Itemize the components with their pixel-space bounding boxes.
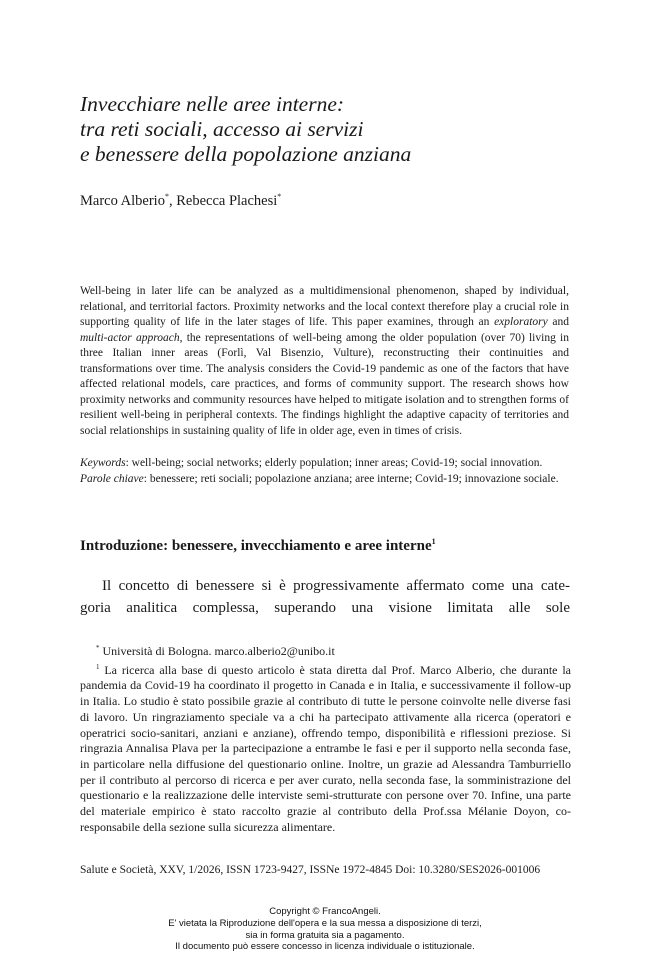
title-line-2: tra reti sociali, accesso ai servizi <box>80 117 364 141</box>
abstract-emphasis: exploratory <box>494 316 548 328</box>
abstract-paragraph <box>80 284 569 439</box>
title-line-1: Invecchiare nelle aree interne: <box>80 92 345 116</box>
title-line-3: e benessere della popolazione anziana <box>80 142 412 166</box>
abstract-emphasis: multi-actor approach <box>80 331 180 344</box>
keywords-italian <box>80 472 569 488</box>
author-affiliation-mark: * <box>164 192 169 201</box>
parole-chiave-text: : benessere; reti sociali; popolazione anziana; aree interne; Covid-19; innovazione sociale. <box>143 472 559 485</box>
footnote-text: Università di Bologna. marco.alberio2@unibo.it <box>99 644 335 658</box>
copyright-notice <box>0 906 650 953</box>
copyright-line: sia in forma gratuita sia a pagamento. <box>245 929 405 941</box>
keywords-english <box>80 456 569 472</box>
keywords-block <box>80 456 569 487</box>
author-name: Marco Alberio <box>80 192 165 209</box>
author-name: Rebecca Plachesi <box>176 192 278 209</box>
keywords-label: Keywords <box>80 457 126 469</box>
footnote-text: La ricerca alla base di questo articolo è stata diretta dal Prof. Marco Alberio, che durante la pandemia da Covid-19 ha coordinato il progetto in Canada e in Italia, e successivamente il follow-up in Italia. Lo studio è stato possibile grazie al contributo di tutte le persone coinvolte nelle diverse fasi di lavoro. Un ringraziamento speciale va a chi ha partecipato attivamente alla ricerca (operatori e operatrici socio-sanitari, anziani e anziane), offrendo tempo, disponibilità e riflessioni preziose. Si ringrazia Annalisa Plava per la partecipazione a entrambe le fasi e per il supporto nella seconda fase, in particolare nella diffusione del questionario online. Inoltre, un grazie ad Alessandra Tamburriello per il contributo al percorso di ricerca e per aver curato, nella seconda fase, la somministrazione del questionario e la realizzazione delle interviste semi-strutturate con persone over 70. Infine, una parte del materiale empirico è stato raccolto grazie al contributo della Prof.ssa Mélanie Doyon, co-responsabile della sezione sulla sicurezza alimentare. <box>80 662 571 834</box>
footnote-mark: * <box>96 644 100 652</box>
author-affiliation-mark: * <box>277 192 282 201</box>
article-title <box>80 92 580 167</box>
footnotes <box>80 641 571 835</box>
body-paragraph <box>80 575 570 619</box>
copyright-line: Il documento può essere concesso in licenza individuale o istituzionale. <box>175 941 475 953</box>
footnote-mark: 1 <box>96 662 100 671</box>
copyright-line: Copyright © FrancoAngeli. <box>269 906 381 917</box>
abstract-text: , the representations of well-being among the older population (over 70) living in three Italian inner areas (Forlì, Val Bisenzio, Vulture), reconstructing their continuities and transformations over time. The analysis considers the Covid-19 pandemic as one of the factors that have affected relational models, care practices, and forms of community support. The research shows how proximity networks and community resources have helped to mitigate isolation and to strengthen forms of resilient well-being in peripheral contexts. The findings highlight the adaptive capacity of territories and social relationships in sustaining quality of life in older age, even in times of crisis. <box>80 331 569 437</box>
body-line: Il concetto di benessere si è progressivamente affermato come una cate- <box>102 578 570 594</box>
section-heading-text: Introduzione: benessere, invecchiamento e aree interne <box>80 538 432 554</box>
copyright-line: E' vietata la Riproduzione dell'opera e la sua messa a disposizione di terzi, <box>168 917 482 929</box>
footnote-affiliation <box>80 641 571 660</box>
abstract-text: and <box>547 316 569 328</box>
author-list <box>80 192 281 210</box>
abstract <box>80 284 569 439</box>
footnote-reference: 1 <box>431 537 436 546</box>
journal-citation: Salute e Società, XXV, 1/2026, ISSN 1723-9427, ISSNe 1972-4845 Doi: 10.3280/SES2026-001006 <box>80 864 541 876</box>
author-separator: , <box>168 192 177 209</box>
section-heading <box>80 537 436 555</box>
parole-chiave-label: Parole chiave <box>80 472 144 485</box>
keywords-text: : well-being; social networks; elderly population; inner areas; Covid-19; social innovation. <box>125 457 543 469</box>
footnote-1 <box>80 660 571 836</box>
abstract-text: Well-being in later life can be analyzed as a multidimensional phenomenon, shaped by individual, relational, and territorial factors. Proximity networks and the local context therefore play a crucial role in supporting quality of life in the later stages of life. This paper examines, through an <box>80 285 569 328</box>
body-line: goria analitica complessa, superando una visione limitata alle sole <box>80 600 570 616</box>
